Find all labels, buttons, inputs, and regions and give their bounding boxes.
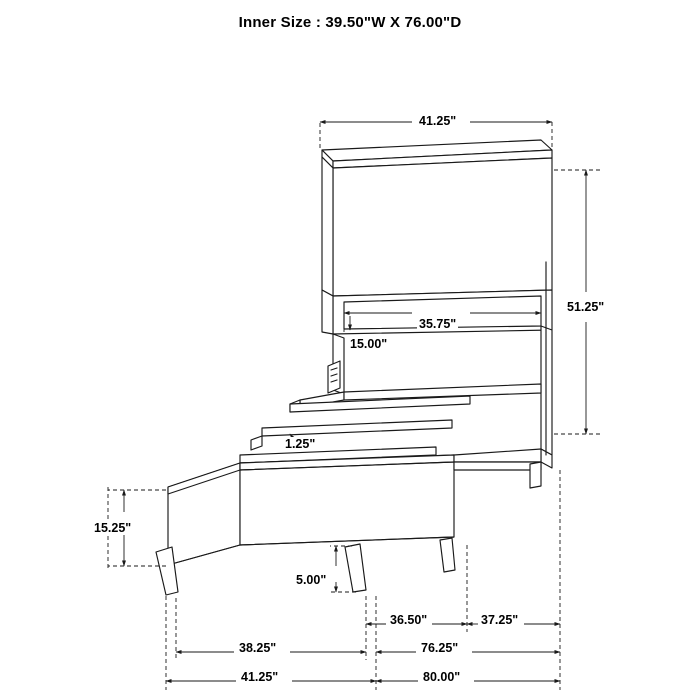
dimension-label-footboard-depth-b: 37.25" <box>481 613 519 627</box>
dimension-label-rail-thickness: 1.25" <box>285 437 316 451</box>
dimension-label-footboard-depth-a: 36.50" <box>390 613 428 627</box>
dimension-label-overall-height: 51.25" <box>567 300 605 314</box>
dimension-label-panel-width: 35.75" <box>419 317 457 331</box>
headboard-group <box>322 140 552 468</box>
dimension-label-depth-outer: 80.00" <box>423 670 461 684</box>
dimension-label-depth-inner: 76.25" <box>421 641 459 655</box>
dimension-label-rail-height: 15.25" <box>94 521 132 535</box>
dimension-label-leg-height: 5.00" <box>296 573 327 587</box>
dimension-label-panel-height: 15.00" <box>350 337 388 351</box>
dimension-label-side-rail-outer: 41.25" <box>241 670 279 684</box>
page-title: Inner Size : 39.50"W X 76.00"D <box>238 14 462 31</box>
dimension-label-side-rail-inner: 38.25" <box>239 641 277 655</box>
bed-frame-group <box>156 361 541 595</box>
dimension-label-headboard-width: 41.25" <box>419 114 457 128</box>
